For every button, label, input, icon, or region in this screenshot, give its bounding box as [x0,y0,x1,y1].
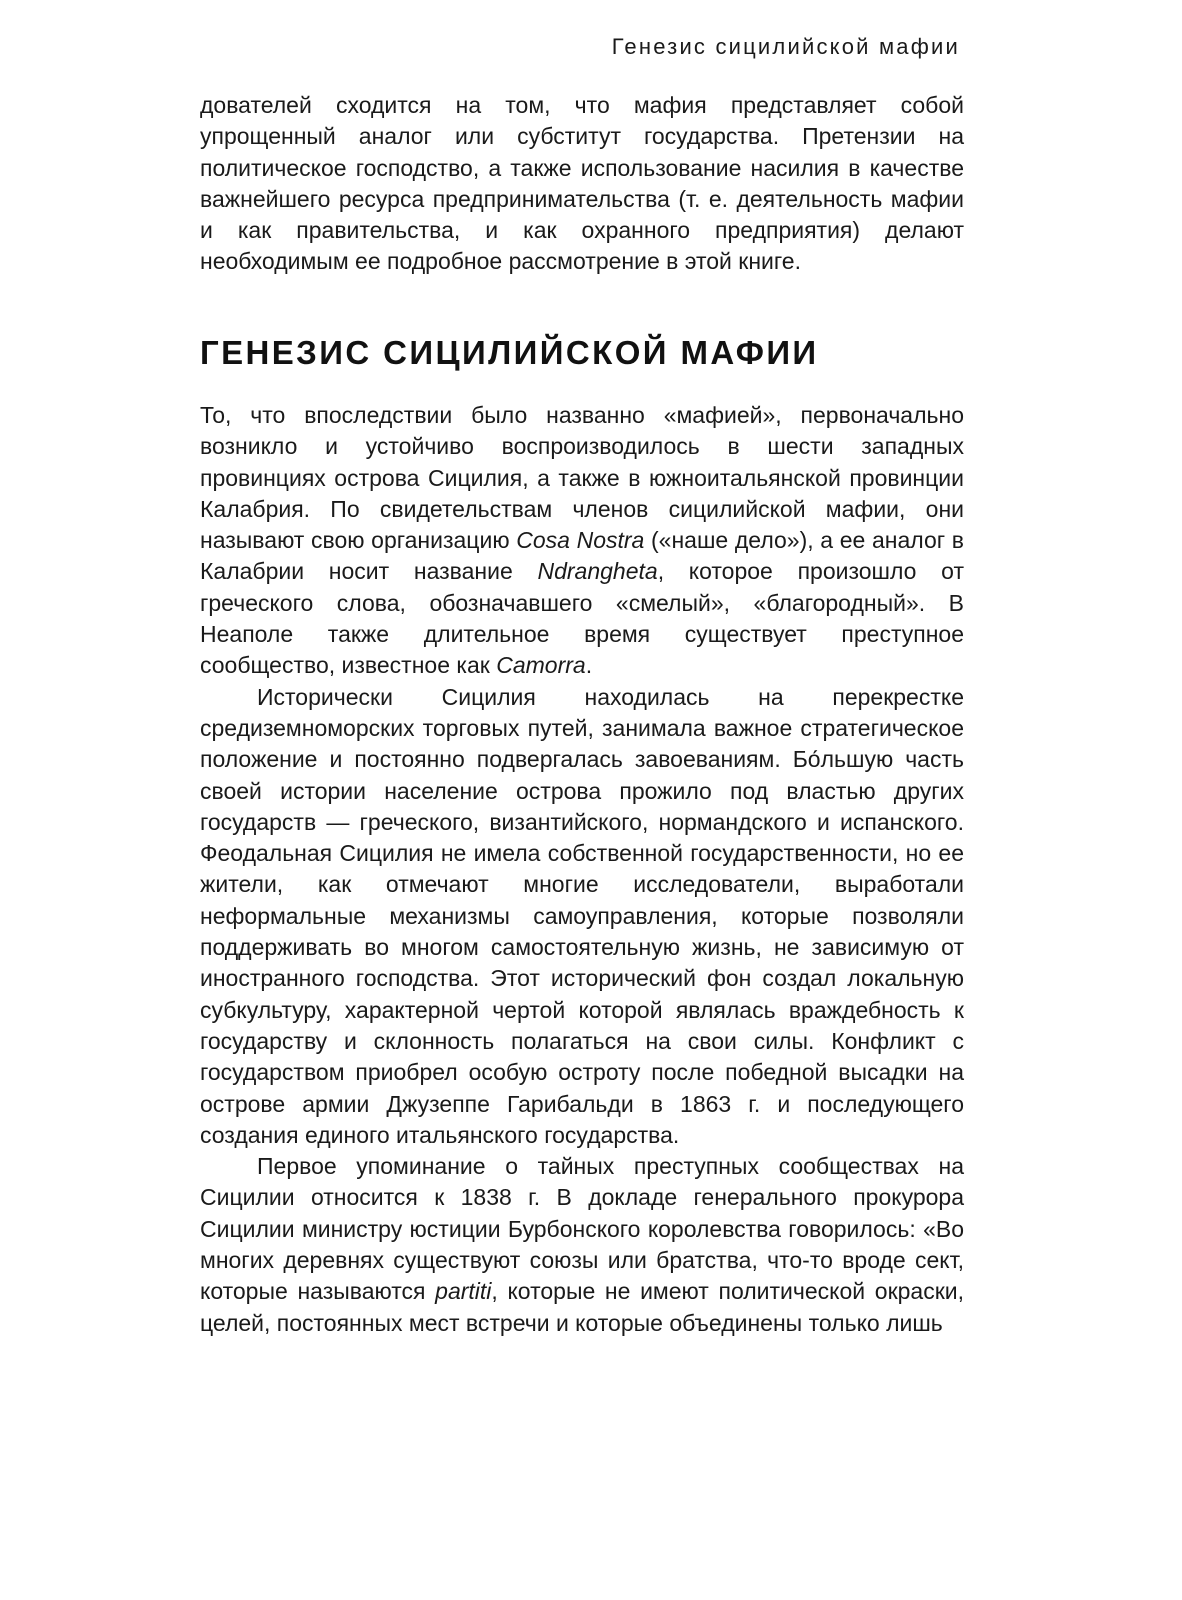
paragraph-first-mention [200,1151,964,1339]
paragraph-text: , которые не имеют политической окраски, целей, постоянных мест встречи и которые объединены только лишь [200,1278,965,1336]
paragraph-text: («наше дело»), а ее аналог в Калабрии носит название [200,527,965,585]
paragraph-text: Первое упоминание о тайных преступных сообществах на Сицилии относится к 1838 г. В докладе генерального прокурора Сицилии министру юстиции Бурбонского королевства говорилось: «Во многих деревнях существуют союзы или братства, что-то вроде сект, которые называются [200,1153,964,1305]
section-heading: ГЕНЕЗИС СИЦИЛИЙСКОЙ МАФИИ [200,334,819,371]
intro-text-block [200,90,964,278]
section-body [200,400,964,1339]
intro-paragraph: дователей сходится на том, что мафия представляет собой упрощенный аналог или субститут государства. Претензии на политическое господство, а также использование насилия в качестве важнейшего ресурса предпринимательства (т. е. деятельность мафии и как правительства, и как охранного предприятия) делают необходимым ее подробное рассмотрение в этой книге. [200,92,964,275]
italic-term-ndrangheta: Ndrangheta [537,558,658,585]
italic-term-partiti: partiti [435,1278,492,1305]
paragraph-text: , которое произошло от греческого слова, обозначавшего «смелый», «благородный». В Неаполе также длительное время существует преступное сообщество, известное как [200,558,964,679]
paragraph-text: . [585,652,593,679]
italic-term-cosa-nostra: Cosa Nostra [516,527,645,554]
paragraph-text: То, что впоследствии было названно «мафией», первоначально возникло и устойчиво воспроизводилось в шести западных провинциях острова Сицилия, а также в южноитальянской провинции Калабрия. По свидетельствам членов сицилийской мафии, они называют свою организацию [200,402,964,554]
paragraph-history: Исторически Сицилия находилась на перекрестке средиземноморских торговых путей, занимала важное стратегическое положение и постоянно подвергалась завоеваниям. Бо́льшую часть своей истории население острова прожило под властью других государств — греческого, византийского, нормандского и испанского. Феодальная Сицилия не имела собственной государственности, но ее жители, как отмечают многие исследователи, выработали неформальные механизмы самоуправления, которые позволяли поддерживать во многом самостоятельную жизнь, не зависимую от иностранного господства. Этот исторический фон создал локальную субкультуру, характерной чертой которой являлась враждебность к государству и склонность полагаться на свои силы. Конфликт с государством приобрел особую остроту после победной высадки на острове армии Джузеппе Гарибальди в 1863 г. и последующего создания единого итальянского государства. [200,683,964,1148]
running-header: Генезис сицилийской мафии [611,34,960,59]
paragraph-origins [200,400,964,682]
italic-term-camorra: Camorra [496,652,586,679]
